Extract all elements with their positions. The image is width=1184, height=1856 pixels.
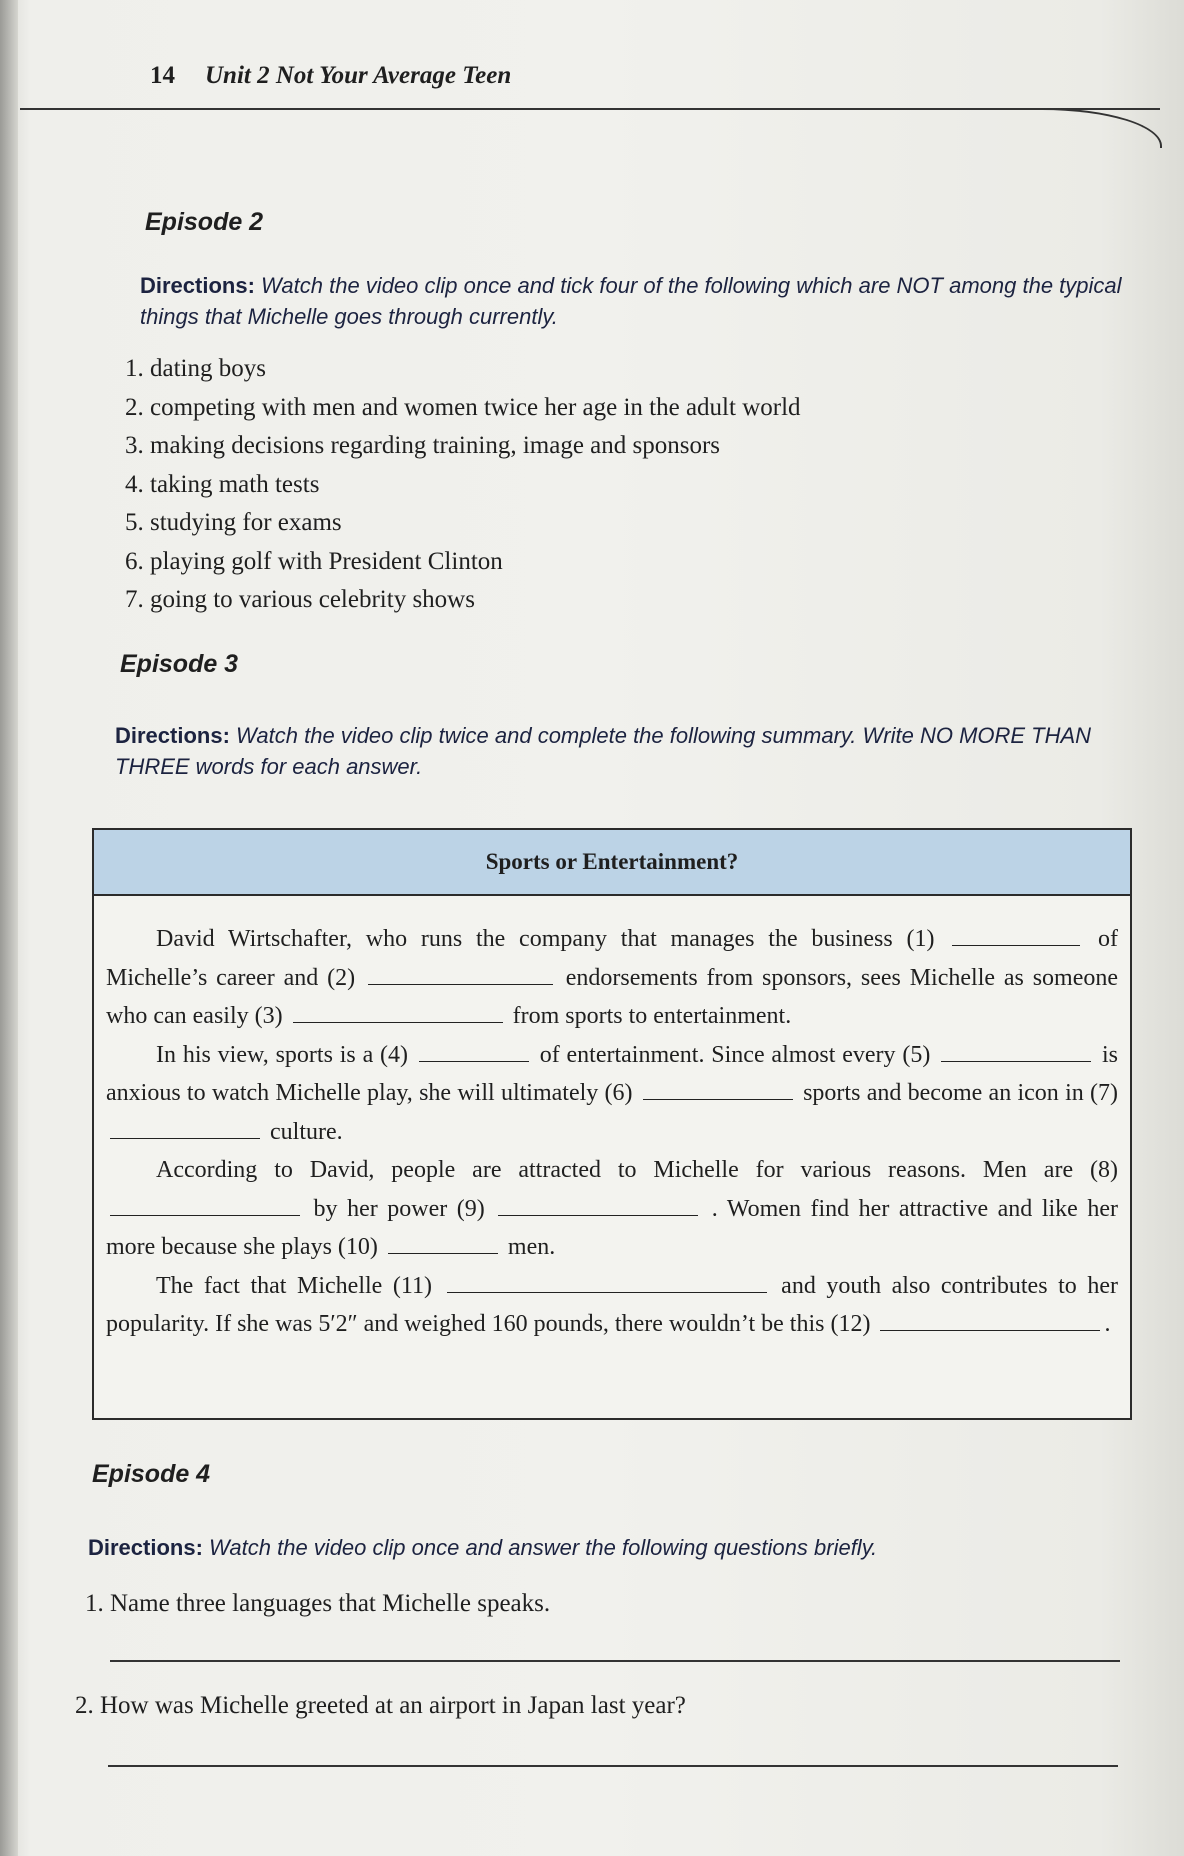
directions-label: Directions:	[88, 1535, 203, 1560]
question-1: 1. Name three languages that Michelle speaks.	[85, 1590, 551, 1617]
answer-blank-6[interactable]	[643, 1075, 793, 1100]
summary-text-span: by her power (9)	[313, 1195, 485, 1222]
summary-text-span: David Wirtschafter, who runs the company that manages the business (1)	[156, 926, 935, 952]
book-spine-shadow	[0, 0, 18, 1856]
summary-box	[92, 828, 1132, 1420]
summary-text-span: In his view, sports is a (4)	[156, 1041, 409, 1068]
header-rule	[20, 108, 1160, 110]
directions-label: Directions:	[115, 723, 230, 748]
summary-text-span: .	[1104, 1311, 1111, 1337]
summary-text-span: According to David, people are attracted to Michelle for various reasons. Men are (8)	[156, 1157, 1118, 1183]
list-item: 1. dating boys	[125, 355, 266, 382]
list-item: 4. taking math tests	[125, 470, 320, 498]
answer-blank-5[interactable]	[941, 1037, 1091, 1062]
summary-text-span: and youth also contributes to her popularity. If she was 5′2″ and weighed 160 pounds, there wouldn’t be this (12)	[106, 1272, 1119, 1337]
summary-text-span: from sports to entertainment.	[512, 1003, 792, 1029]
directions-text: Watch the video clip once and answer the following questions briefly.	[209, 1535, 878, 1560]
unit-title: Unit 2 Not Your Average Teen	[205, 62, 512, 89]
summary-text-span: The fact that Michelle (11)	[156, 1272, 432, 1299]
answer-line-1[interactable]	[110, 1660, 1120, 1662]
list-item: 2. competing with men and women twice her age in the adult world	[125, 393, 801, 421]
answer-blank-10[interactable]	[388, 1229, 498, 1254]
answer-blank-11[interactable]	[447, 1268, 767, 1293]
summary-paragraph	[106, 1036, 1118, 1152]
summary-text-span: . Women find her attractive and like her more because she plays (10)	[106, 1195, 1118, 1260]
question-2: 2. How was Michelle greeted at an airport in Japan last year?	[75, 1692, 686, 1719]
answer-blank-3[interactable]	[293, 998, 503, 1023]
summary-text-span: endorsements from sponsors, sees Michelle as someone who can easily (3)	[106, 964, 1119, 1029]
list-item: 5. studying for exams	[125, 509, 342, 536]
directions-label: Directions:	[140, 273, 255, 298]
summary-paragraph	[106, 920, 1118, 1036]
summary-paragraph	[106, 1151, 1118, 1267]
answer-blank-4[interactable]	[419, 1037, 529, 1062]
summary-text	[94, 896, 1130, 1344]
episode-2-title: Episode 2	[145, 208, 264, 236]
page-number: 14	[150, 62, 175, 89]
summary-text-span: of Michelle’s career and (2)	[106, 926, 1119, 991]
episode-4-title: Episode 4	[92, 1460, 211, 1488]
episode-4-directions	[88, 1532, 1148, 1563]
page-header	[150, 62, 511, 90]
answer-blank-2[interactable]	[368, 960, 553, 985]
answer-blank-7[interactable]	[110, 1114, 260, 1139]
summary-text-span: sports and become an icon in (7)	[803, 1080, 1118, 1106]
answer-blank-8[interactable]	[110, 1191, 300, 1216]
episode-2-directions	[140, 270, 1130, 332]
answer-line-2[interactable]	[108, 1765, 1118, 1767]
answer-blank-9[interactable]	[498, 1191, 698, 1216]
list-item: 3. making decisions regarding training, image and sponsors	[125, 432, 721, 459]
list-item: 6. playing golf with President Clinton	[125, 547, 503, 575]
directions-text: Watch the video clip once and tick four of the following which are NOT among the typical things that Michelle goes through currently.	[140, 273, 1122, 329]
summary-text-span: men.	[507, 1234, 556, 1260]
episode-2-item-list	[125, 350, 801, 620]
episode-3-title: Episode 3	[120, 650, 239, 678]
answer-blank-12[interactable]	[880, 1306, 1100, 1331]
directions-text: Watch the video clip twice and complete the following summary. Write NO MORE THAN THREE words for each answer.	[115, 723, 1092, 779]
episode-3-directions	[115, 720, 1135, 782]
summary-paragraph	[106, 1267, 1118, 1344]
summary-text-span: culture.	[270, 1118, 343, 1145]
header-rule-curve	[1040, 108, 1162, 148]
summary-box-title: Sports or Entertainment?	[94, 830, 1130, 896]
summary-text-span: of entertainment. Since almost every (5)	[539, 1041, 931, 1068]
answer-blank-1[interactable]	[952, 921, 1080, 946]
summary-text-span: is anxious to watch Michelle play, she will ultimately (6)	[106, 1041, 1119, 1106]
list-item: 7. going to various celebrity shows	[125, 586, 475, 613]
